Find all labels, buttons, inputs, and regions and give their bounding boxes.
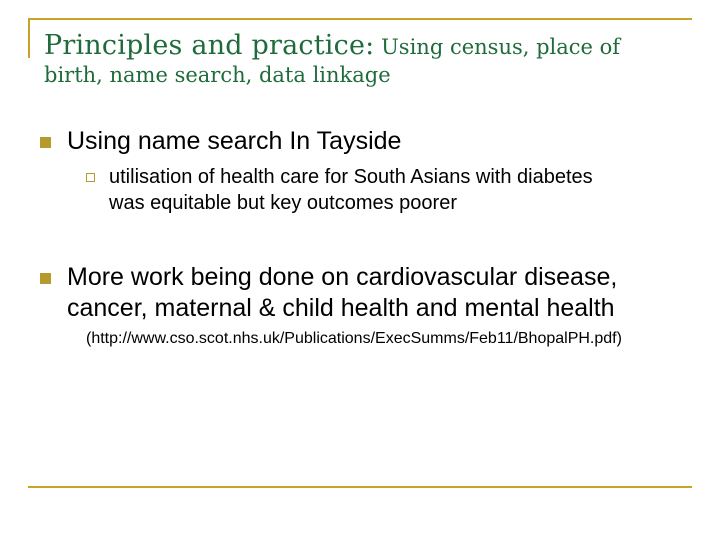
bullet-text: More work being done on cardiovascular disease, cancer, maternal & child health and mental health: [67, 262, 618, 322]
bullet-item: [40, 262, 690, 325]
sub-bullet-item: [86, 164, 690, 216]
bullet-text: Using name search In Tayside: [67, 127, 402, 155]
square-bullet-icon: [40, 273, 51, 284]
hollow-square-bullet-icon: [86, 173, 95, 182]
slide-title: [44, 30, 684, 89]
slide-title-main: Principles and practice:: [44, 30, 375, 61]
source-url-note: (http://www.cso.scot.nhs.uk/Publications/ExecSumms/Feb11/BhopalPH.pdf): [86, 329, 622, 347]
spacer: [40, 216, 690, 262]
slide-body: [40, 126, 690, 349]
slide-title-subtitle: Using census, place of birth, name search, data linkage: [44, 35, 621, 87]
bottom-divider: [28, 486, 692, 488]
left-accent-divider: [28, 18, 30, 58]
sub-bullet-text: utilisation of health care for South Asians with diabetes was equitable but key outcomes poorer: [109, 165, 593, 214]
top-divider: [28, 18, 692, 20]
square-bullet-icon: [40, 137, 51, 148]
bullet-item: [40, 126, 690, 158]
